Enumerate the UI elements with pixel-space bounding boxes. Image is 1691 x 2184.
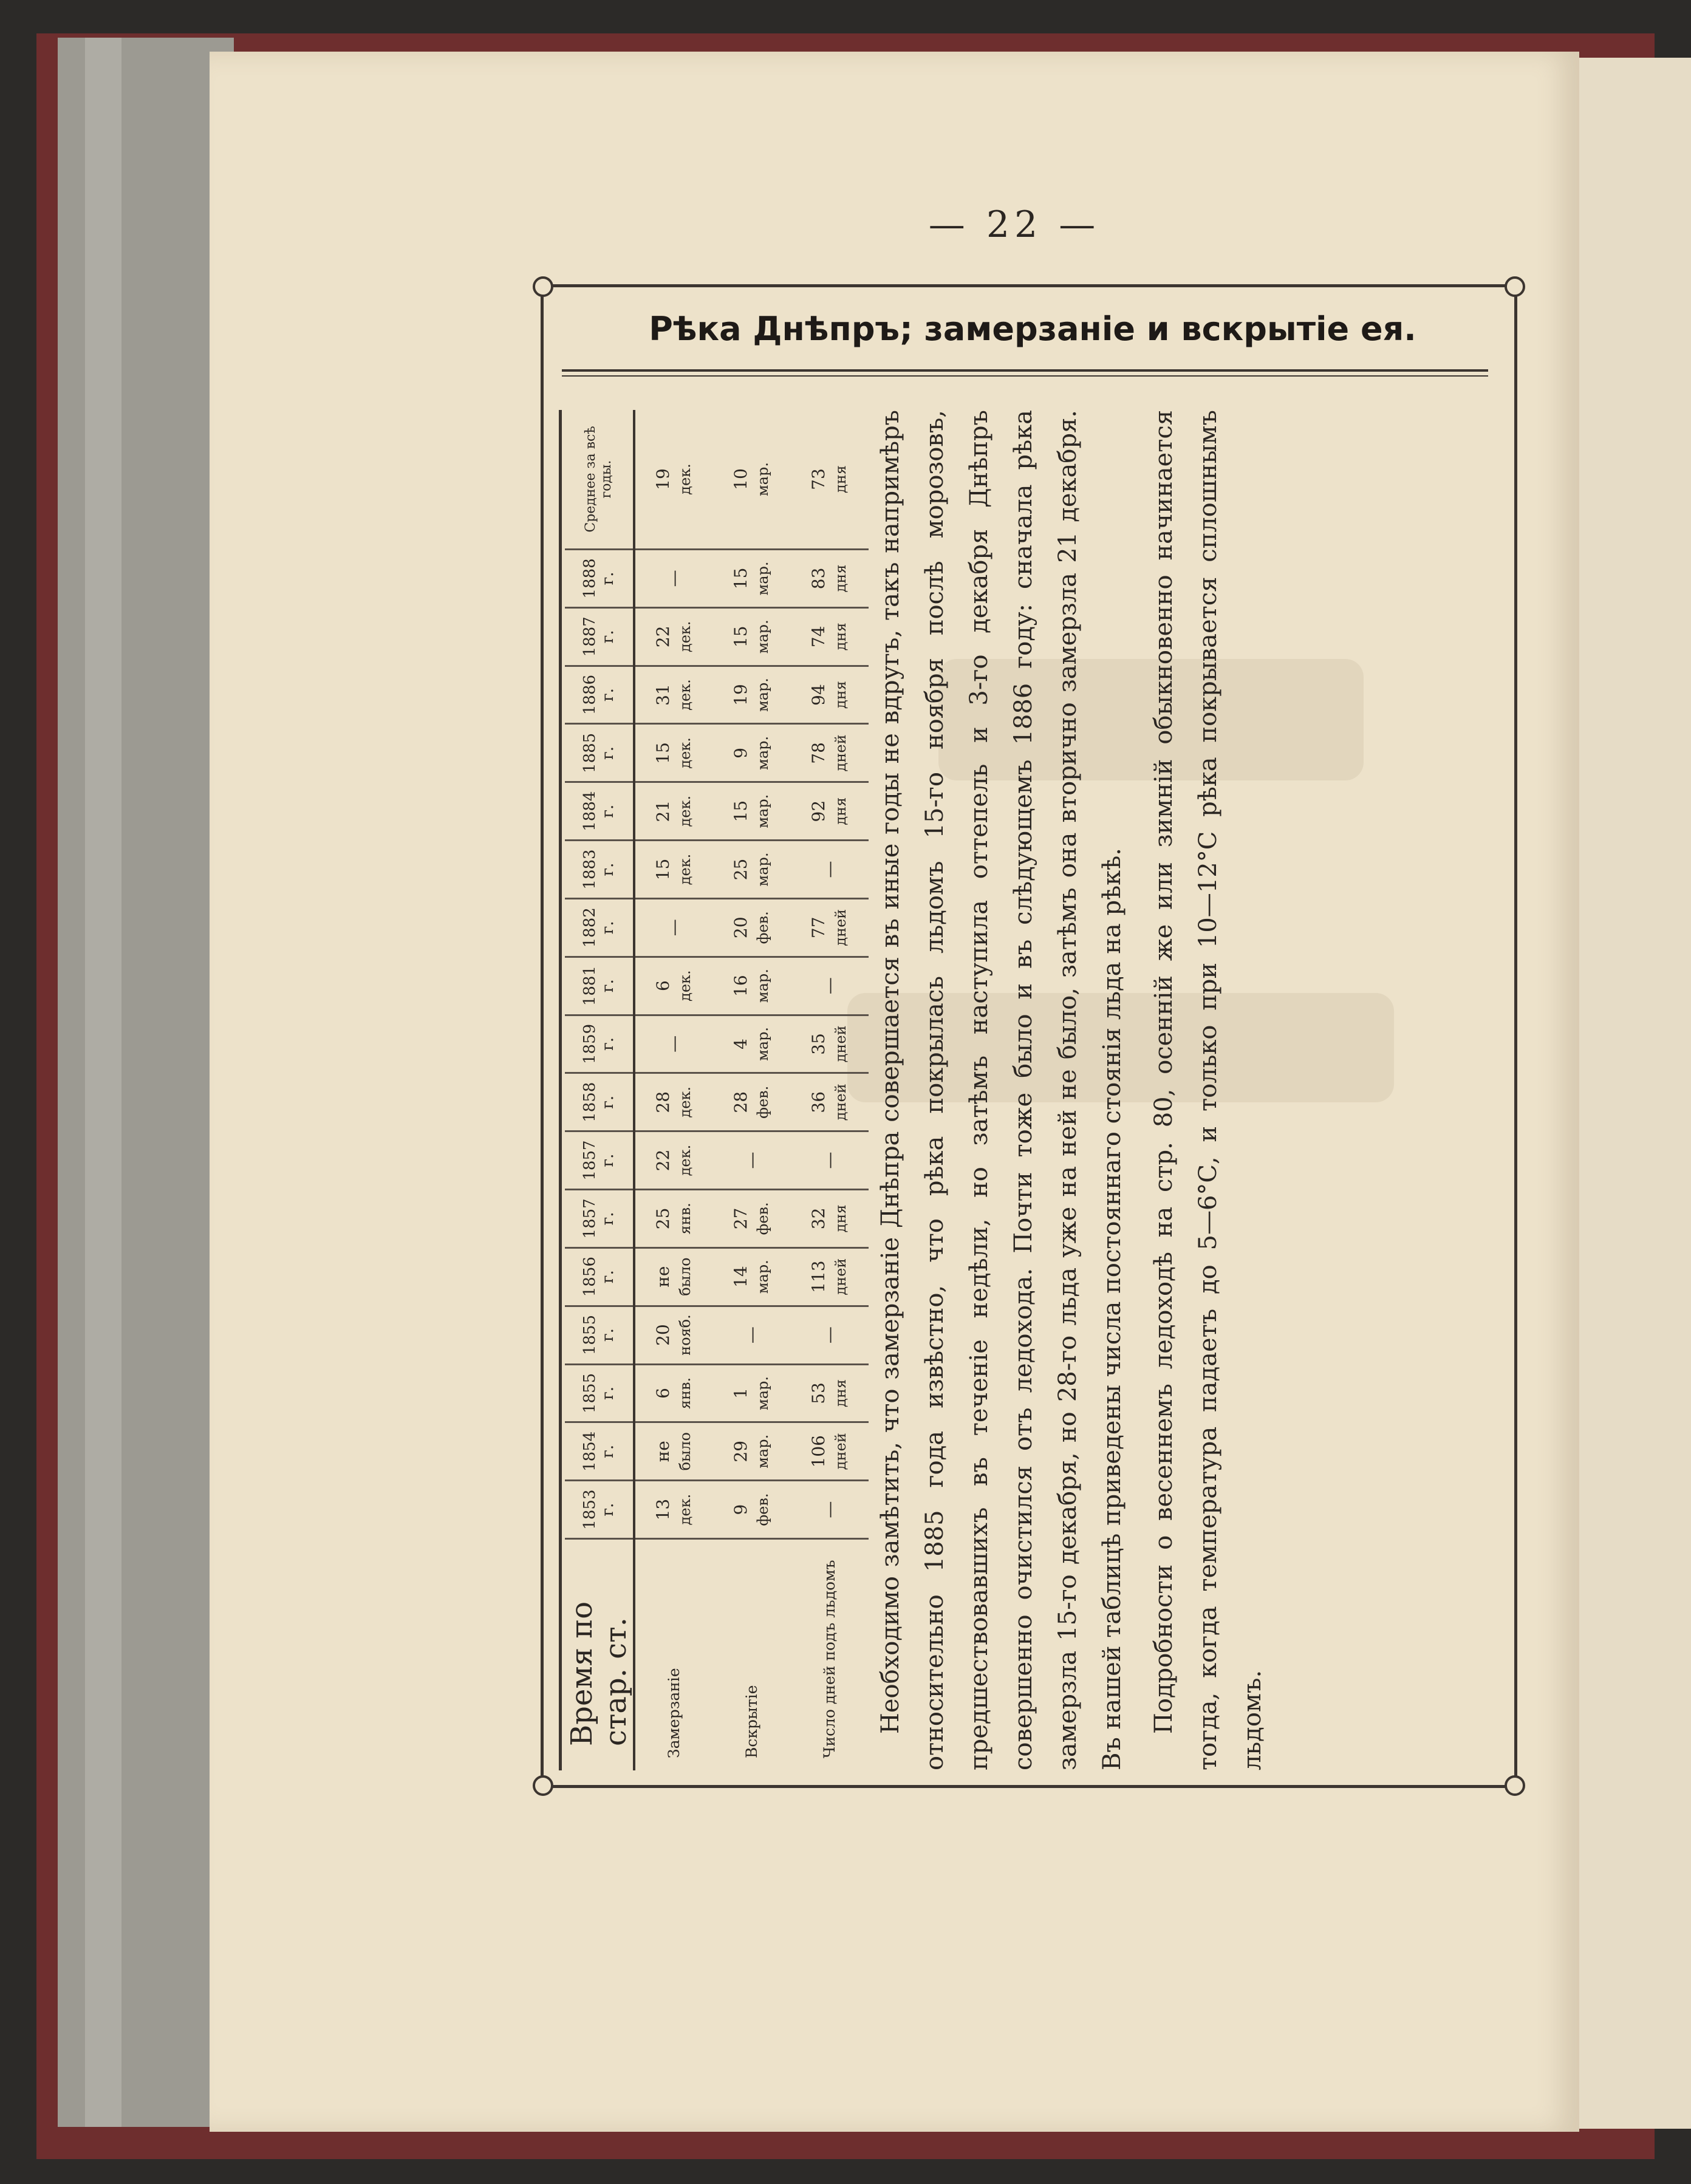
cell-value: 15 [731, 800, 751, 822]
cell-value: — [664, 919, 684, 937]
cell-unit: дней [832, 734, 849, 772]
table-cell [791, 724, 869, 782]
cell-unit: дней [832, 1258, 849, 1295]
row-label: Число дней подъ льдомъ [821, 1560, 838, 1758]
table-cell [713, 1073, 791, 1131]
col-header: 1885 г. [565, 724, 634, 782]
page-number: — 22 — [928, 203, 1101, 246]
cell-unit: мар. [754, 1260, 771, 1294]
col-header: 1855 г. [565, 1364, 634, 1422]
cell-value: — [819, 1152, 839, 1169]
cell-value: 14 [731, 1266, 751, 1288]
table-row [634, 410, 713, 1770]
cell-unit: дек. [677, 737, 694, 769]
table-cell [634, 1481, 713, 1539]
table-cell [634, 841, 713, 899]
guard-sheet [58, 38, 234, 2127]
cell-value: 9 [731, 747, 751, 759]
table-cell [791, 1306, 869, 1364]
cell-unit: дня [832, 465, 849, 493]
table-cell [791, 550, 869, 608]
cell-value: 21 [653, 800, 673, 822]
cell-value: 25 [653, 1207, 673, 1230]
cell-value: 25 [731, 858, 751, 881]
col-header: 1881 г. [565, 957, 634, 1015]
guard-sheet-edge [85, 38, 121, 2127]
table-cell [791, 1247, 869, 1306]
cell-value: 13 [653, 1498, 673, 1521]
cell-unit: дней [832, 1025, 849, 1063]
table-cell [634, 1422, 713, 1481]
cell-value: 113 [808, 1260, 828, 1293]
cell-unit: дней [832, 909, 849, 946]
corner-ornament-icon [533, 1775, 553, 1796]
table-cell [634, 724, 713, 782]
table-cell [713, 1364, 791, 1422]
cell-value: 4 [731, 1039, 751, 1049]
facing-page [1576, 58, 1691, 2129]
cell-value: 20 [731, 916, 751, 939]
cell-unit: янв. [677, 1203, 694, 1235]
col-header: 1856 г. [565, 1247, 634, 1306]
cell-value: 10 [731, 468, 751, 490]
table-cell [713, 410, 791, 550]
table-cell [634, 666, 713, 724]
cell-unit: дня [832, 797, 849, 825]
cell-unit: дня [832, 623, 849, 651]
cell-value: — [664, 1035, 684, 1053]
cell-unit: дек. [677, 970, 694, 1002]
table-header-row [565, 410, 634, 1770]
cell-unit: дня [832, 681, 849, 709]
cell-value: 15 [653, 858, 673, 881]
cell-unit: мар. [754, 1376, 771, 1410]
col-header: 1887 г. [565, 607, 634, 666]
cell-value: 32 [808, 1207, 828, 1230]
col-header: 1883 г. [565, 841, 634, 899]
table-cell [791, 1364, 869, 1422]
cell-unit: мар. [754, 1434, 771, 1469]
table-cell [791, 782, 869, 841]
cell-value: 53 [808, 1382, 828, 1404]
col-header: 1859 г. [565, 1015, 634, 1073]
cell-value: 28 [653, 1091, 673, 1113]
cell-value: 73 [808, 468, 828, 490]
table-cell [634, 550, 713, 608]
cell-value: 94 [808, 684, 828, 706]
cell-unit: дек. [677, 1144, 694, 1176]
table-cell [634, 782, 713, 841]
table-cell [713, 841, 791, 899]
cell-unit: мар. [754, 619, 771, 654]
cell-unit: мар. [754, 561, 771, 596]
cell-unit: мар. [754, 852, 771, 887]
title-rule [562, 369, 1488, 372]
cell-value: не [653, 1266, 673, 1288]
paragraph: Подробности о весеннемъ ледоходѣ на стр. 80, осенній же или зимній обыкновенно начинается тогда, когда температура падаетъ до 5—6°С, и только при 10—12°С рѣка покрывается сплошнымъ льдомъ. [1150, 410, 1266, 1770]
cell-unit: дня [832, 1204, 849, 1233]
cell-value: 6 [653, 980, 673, 992]
table-cell [713, 782, 791, 841]
table-cell [791, 1422, 869, 1481]
cell-value: 31 [653, 684, 673, 706]
table-cell [713, 1306, 791, 1364]
cell-value: — [819, 1326, 839, 1344]
table-top-rule [559, 410, 562, 1770]
table-cell [713, 550, 791, 608]
table-cell [634, 410, 713, 550]
cell-value: 15 [731, 567, 751, 590]
cell-value: 19 [731, 684, 751, 706]
table-cell [634, 607, 713, 666]
paragraph: Необходимо замѣтить, что замерзаніе Днѣпра совершается въ иные годы не вдругъ, такъ напримѣръ относительно 1885 года извѣстно, что рѣка покрылась льдомъ 15-го ноября послѣ морозовъ, предшествовавшихъ въ теченіе недѣли, но затѣмъ наступила оттепель и 3-го декабря Днѣпръ совершенно очистился отъ ледохода. Почти тоже было и въ слѣдующемъ 1886 году: сначала рѣка замерзла 15-го декабря, но 28-го льда уже на ней не было, затѣмъ она вторично замерзла 21 декабря. Въ нашей таблицѣ приведены числа постояннаго стоянія льда на рѣкѣ. [876, 410, 1126, 1770]
cell-value: 29 [731, 1440, 751, 1462]
col-header: 1882 г. [565, 898, 634, 957]
row-label: Замерзаніе [665, 1668, 683, 1758]
cell-value: 27 [731, 1207, 751, 1230]
cell-unit: фев. [754, 1202, 771, 1235]
cell-unit: дней [832, 1433, 849, 1470]
table-cell [713, 1189, 791, 1247]
table-cell [713, 1131, 791, 1190]
col-header: 1857 г. [565, 1189, 634, 1247]
cell-value: 22 [653, 1149, 673, 1172]
table-cell [634, 1073, 713, 1131]
table-cell [713, 1422, 791, 1481]
cell-value: 20 [653, 1324, 673, 1346]
title-rule-thin [562, 375, 1488, 377]
table-cell [634, 1015, 713, 1073]
cell-value: 15 [653, 742, 673, 764]
cell-value: — [742, 1326, 762, 1344]
cell-unit: мар. [754, 969, 771, 1003]
cell-value: 15 [731, 626, 751, 648]
cell-unit: янв. [677, 1377, 694, 1410]
cell-value: — [664, 570, 684, 587]
cell-value: 22 [653, 626, 673, 648]
corner-ornament-icon [1505, 276, 1525, 297]
table-cell [634, 957, 713, 1015]
cell-value: — [819, 1501, 839, 1518]
cell-unit: мар. [754, 1026, 771, 1061]
cell-unit: дней [832, 1083, 849, 1121]
table-cell [634, 1247, 713, 1306]
cell-unit: дня [832, 564, 849, 593]
cell-unit: мар. [754, 678, 771, 712]
cell-unit: дек. [677, 853, 694, 886]
table-cell [791, 1481, 869, 1539]
col-header: 1857 г. [565, 1131, 634, 1190]
cell-unit: мар. [754, 735, 771, 770]
cell-value: 6 [653, 1388, 673, 1399]
col-header: 1853 г. [565, 1481, 634, 1539]
table-row [791, 410, 869, 1770]
table-cell [791, 1015, 869, 1073]
table-cell [634, 1189, 713, 1247]
table-body [634, 410, 869, 1770]
cell-value: 16 [731, 975, 751, 997]
cell-value: — [819, 861, 839, 878]
cell-value: 35 [808, 1033, 828, 1055]
page-title: Рѣка Днѣпръ; замерзаніе и вскрытіе ея. [649, 310, 1416, 348]
cell-unit: дня [832, 1379, 849, 1407]
cell-unit: было [677, 1432, 694, 1471]
cell-value: 106 [808, 1435, 828, 1468]
table-cell [634, 1364, 713, 1422]
table-cell [713, 1015, 791, 1073]
cell-value: 36 [808, 1091, 828, 1113]
table-cell [634, 1131, 713, 1190]
col-header: 1888 г. [565, 550, 634, 608]
cell-unit: мар. [754, 794, 771, 828]
cell-value: 1 [731, 1388, 751, 1399]
cell-value: 77 [808, 916, 828, 939]
cell-value: 28 [731, 1091, 751, 1113]
cell-unit: дек. [677, 463, 694, 495]
cell-unit: нояб. [677, 1314, 694, 1356]
cell-value: 19 [653, 468, 673, 490]
col-header: 1884 г. [565, 782, 634, 841]
table-cell [791, 1131, 869, 1190]
table-cell [713, 898, 791, 957]
row-label: Вскрытіе [743, 1685, 760, 1758]
table-cell [791, 1189, 869, 1247]
cell-value: 92 [808, 800, 828, 822]
cell-unit: дек. [677, 679, 694, 711]
cell-value: 83 [808, 567, 828, 590]
rotated-content [565, 410, 1482, 1770]
table-cell [634, 1306, 713, 1364]
col-header: 1858 г. [565, 1073, 634, 1131]
table-cell [713, 1481, 791, 1539]
cell-unit: фев. [754, 1493, 771, 1526]
table-cell [713, 957, 791, 1015]
table-cell [791, 957, 869, 1015]
cell-value: — [742, 1152, 762, 1169]
cell-unit: дек. [677, 1493, 694, 1526]
cell-value: не [653, 1441, 673, 1462]
corner-ornament-icon [1505, 1775, 1525, 1796]
cell-value: 9 [731, 1504, 751, 1515]
col-header: 1855 г. [565, 1306, 634, 1364]
cell-unit: было [677, 1257, 694, 1296]
col-header: 1854 г. [565, 1422, 634, 1481]
ice-table [565, 410, 869, 1770]
table-cell [791, 1073, 869, 1131]
table-cell [713, 1247, 791, 1306]
table-header-label: Время по стар. ст. [565, 1539, 634, 1771]
cell-unit: дек. [677, 621, 694, 653]
cell-unit: дек. [677, 1086, 694, 1118]
table-cell [791, 607, 869, 666]
corner-ornament-icon [533, 276, 553, 297]
table-cell [791, 666, 869, 724]
table-cell [713, 666, 791, 724]
cell-unit: фев. [754, 911, 771, 944]
cell-value: 78 [808, 742, 828, 764]
table-cell [713, 607, 791, 666]
cell-value: — [819, 977, 839, 995]
cell-unit: мар. [754, 462, 771, 496]
table-cell [791, 898, 869, 957]
cell-unit: дек. [677, 795, 694, 827]
cell-unit: фев. [754, 1085, 771, 1119]
cell-value: 74 [808, 626, 828, 648]
table-cell [634, 898, 713, 957]
table-row [713, 410, 791, 1770]
table-cell [791, 410, 869, 550]
table-cell [791, 841, 869, 899]
col-header-average: Среднее за всѣ годы. [565, 410, 634, 550]
col-header: 1886 г. [565, 666, 634, 724]
table-cell [713, 724, 791, 782]
